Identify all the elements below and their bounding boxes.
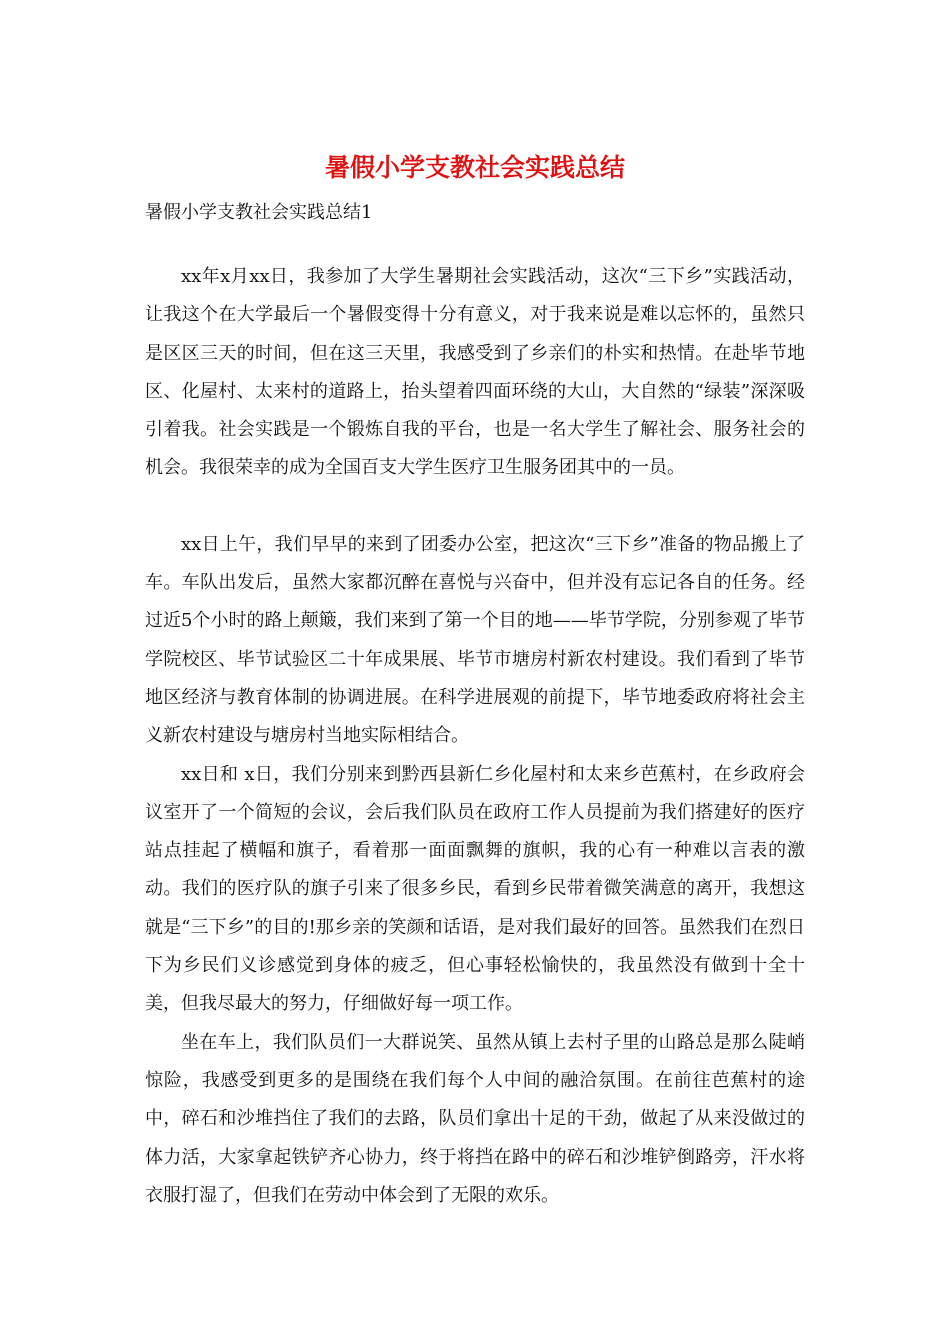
paragraph-3: xx日和 x日，我们分别来到黔西县新仁乡化屋村和太来乡芭蕉村，在乡政府会议室开了一个简短的会议，会后我们队员在政府工作人员提前为我们搭建好的医疗站点挂起了横幅和旗子，看着那一面面飘舞的旗帜，我的心有一种难以言表的激动。我们的医疗队的旗子引来了很多乡民，看到乡民带着微笑满意的离开，我想这就是“三下乡”的目的!那乡亲的笑颜和话语，是对我们最好的回答。虽然我们在烈日下为乡民们义诊感觉到身体的疲乏，但心事轻松愉快的，我虽然没有做到十全十美，但我尽最大的努力，仔细做好每一项工作。 [145,763,805,1015]
document-subtitle: 暑假小学支教社会实践总结1 [145,202,373,223]
paragraph-2: xx日上午，我们早早的来到了团委办公室，把这次“三下乡”准备的物品搬上了车。车队出发后，虽然大家都沉醉在喜悦与兴奋中，但并没有忘记各自的任务。经过近5个小时的路上颠簸，我们来到了第一个目的地——毕节学院，分别参观了毕节学院校区、毕节试验区二十年成果展、毕节市塘房村新农村建设。我们看到了毕节地区经济与教育体制的协调进展。在科学进展观的前提下，毕节地委政府将社会主义新农村建设与塘房村当地实际相结合。 [145,533,805,747]
paragraph-4: 坐在车上，我们队员们一大群说笑、虽然从镇上去村子里的山路总是那么陡峭惊险，我感受到更多的是围绕在我们每个人中间的融洽氛围。在前往芭蕉村的途中，碎石和沙堆挡住了我们的去路，队员们拿出十足的干劲，做起了从来没做过的体力活，大家拿起铁铲齐心协力，终于将挡在路中的碎石和沙堆铲倒路旁，汗水将衣服打湿了，但我们在劳动中体会到了无限的欢乐。 [145,1031,805,1206]
paragraph-gap [145,488,805,526]
paragraph-1: xx年x月xx日，我参加了大学生暑期社会实践活动，这次“三下乡”实践活动，让我这个在大学最后一个暑假变得十分有意义，对于我来说是难以忘怀的，虽然只是区区三天的时间，但在这三天里，我感受到了乡亲们的朴实和热情。在赴毕节地区、化屋村、太来村的道路上，抬头望着四面环绕的大山，大自然的“绿装”深深吸引着我。社会实践是一个锻炼自我的平台，也是一名大学生了解社会、服务社会的机会。我很荣幸的成为全国百支大学生医疗卫生服务团其中的一员。 [145,266,805,479]
document-body [145,258,805,1215]
document-title: 暑假小学支教社会实践总结 [324,153,625,182]
